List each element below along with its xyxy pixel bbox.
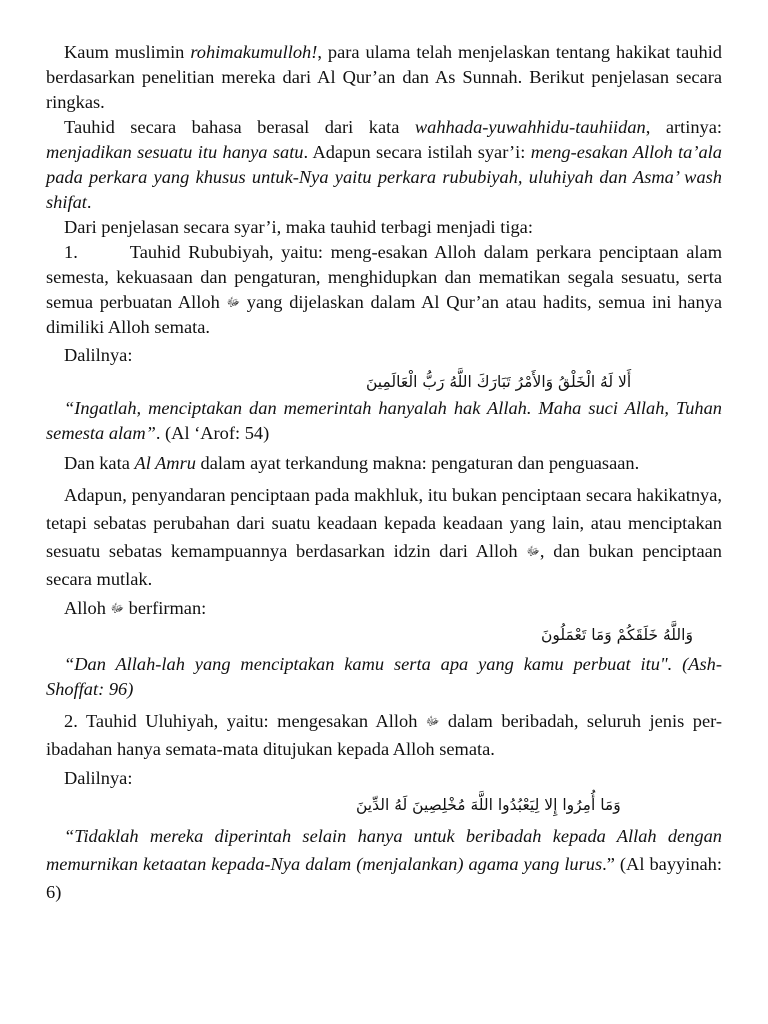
honorific-glyph: ﷻ [110,601,125,615]
text: . [86,192,92,212]
italic-text: Al Amru [134,453,196,473]
arabic-verse-3: وَمَا أُمِرُوا إِلا لِيَعْبُدُوا اللَّهَ مُخْلِصِينَ لَهُ الدِّينَ [356,796,621,814]
honorific-glyph: ﷻ [526,544,540,558]
paragraph-al-amru [46,451,722,476]
honorific-glyph: ﷻ [226,295,241,309]
translation-3 [46,822,722,906]
italic-text: menjadikan sesuatu itu hanya satu [46,142,304,162]
list-number: 1. [64,242,78,262]
text: berfirman: [124,598,207,618]
text: Adapun, penyandaran penciptaan pada makhluk, itu bukan penciptaan secara hakikatnya, tetapi sebatas perubahan dari suatu keadaan kepada keadaan yang lain, atau menciptakan sesuatu sebatas kemampuannya berdasarkan idzin dari Alloh [46,485,722,561]
paragraph-division: Dari penjelasan secara syar’i, maka tauhid terbagi menjadi tiga: [64,217,533,237]
text: Tauhid secara bahasa berasal dari kata [64,117,415,137]
text: , artinya: [645,117,722,137]
text: 2. Tauhid Uluhiyah, yaitu: mengesakan Alloh [64,711,426,731]
text: , dan bukan penciptaan secara mutlak. [46,541,722,589]
paragraph-uluhiyah [46,707,722,763]
translation-2 [46,652,722,702]
arabic-verse-1: أَلا لَهُ الْخَلْقُ وَالأَمْرُ تَبَارَكَ اللَّهُ رَبُّ الْعَالَمِينَ [366,373,632,391]
italic-text: “Dan Allah-lah yang menciptakan kamu serta apa yang kamu perbuat itu". (Ash-Shoffat: 96) [46,654,722,699]
text: Dan kata [64,453,135,473]
text: yang dijelaskan dalam Al Qur’an atau hadits, semua ini hanya dimiliki Alloh semata. [46,292,723,337]
paragraph-intro [46,40,722,115]
text: , para ulama telah menjelaskan tentang hakikat tauhid berdasarkan penelitian mereka dari Al Qur’an dan As Sunnah. Berikut penjelasan secara ringkas. [46,42,722,112]
italic-text: wahhada-yuwahhidu-tauhiidan [414,117,646,137]
dalil-label-1: Dalilnya: [64,345,133,365]
citation: . (Al ‘Arof: 54) [155,423,270,443]
italic-text: “Tidaklah mereka diperintah selain hanya untuk beribadah kepada Allah dengan memurnikan ketaatan kepada-Nya dalam (menjalankan) agama yang lurus [46,826,722,874]
document-page [46,40,722,906]
dalil-label-2: Dalilnya: [64,768,133,788]
italic-text: rohimakumulloh! [190,42,318,62]
honorific-glyph: ﷻ [425,714,440,728]
paragraph-definition [46,115,722,215]
paragraph-rububiyah [46,240,722,340]
arabic-verse-2: وَاللَّهُ خَلَقَكُمْ وَمَا تَعْمَلُونَ [541,626,693,644]
text: Alloh [64,598,111,618]
italic-text: “Ingatlah, menciptakan dan memerintah hanyalah hak Allah. Maha suci Allah, Tuhan semesta alam” [46,398,722,443]
text: Tauhid Rububiyah, yaitu: meng-esakan Alloh dalam perkara penciptaan alam semesta, kekuasaan dan pengaturan, menghidupkan dan mematikan segala sesuatu, serta semua perbuatan Alloh [46,242,722,312]
text: dalam ayat terkandung makna: pengaturan dan penguasaan. [195,453,640,473]
italic-text: meng-esakan Alloh ta’ala pada perkara yang khusus untuk-Nya yaitu perkara rububiyah, uluhiyah dan Asma’ wash shifat [46,142,722,212]
text: dalam beribadah, seluruh jenis per-ibadahan hanya semata-mata ditujukan kepada Alloh semata. [46,711,722,759]
text: Kaum muslimin [64,42,191,62]
paragraph-creation [46,481,722,593]
translation-1 [46,396,722,446]
citation: .” (Al bayyinah: 6) [46,854,722,902]
text: . Adapun secara istilah syar’i: [303,142,531,162]
paragraph-firman [46,596,722,621]
